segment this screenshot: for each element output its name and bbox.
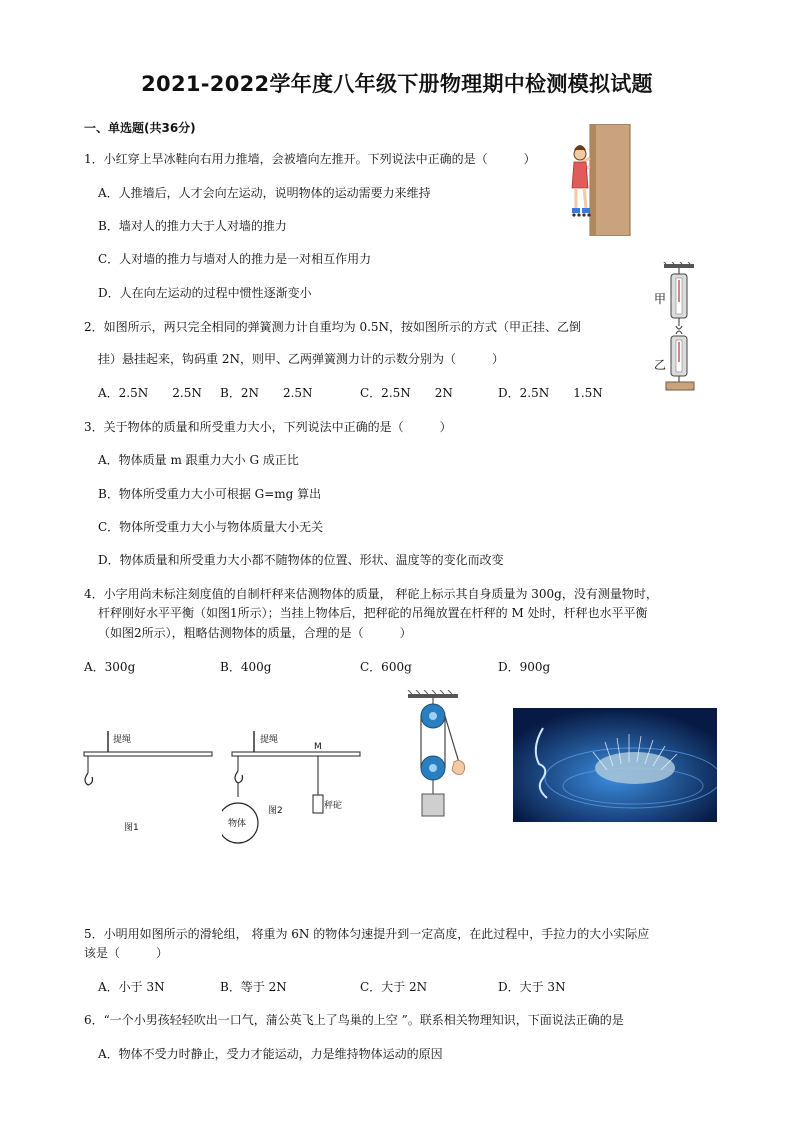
question-4-option-b: B．400g (220, 660, 272, 674)
girl-pushing-wall-figure (566, 124, 632, 236)
question-4-option-a: A．300g (84, 660, 136, 674)
question-2-stem-line1: 2．如图所示，两只完全相同的弹簧测力计自重均为 0.5N，按如图所示的方式（甲正挂、乙倒 (84, 320, 582, 334)
question-5-option-c: C．大于 2N (360, 980, 428, 994)
question-4-option-c: C．600g (360, 660, 412, 674)
page-title: 2021-2022学年度八年级下册物理期中检测模拟试题 (141, 72, 653, 96)
question-4-stem-line2: 杆秤刚好水平平衡（如图1所示）；当挂上物体后，把秤砣的吊绳放置在杆秤的 M 处时，杆秤也水平平衡 (98, 606, 648, 620)
question-6-stem: 6．“一个小男孩轻轻吹出一口气，蒲公英飞上了鸟巢的上空 ”。联系相关物理知识，下面说法正确的是 (84, 1013, 624, 1027)
scale-label-jia: 甲 (654, 292, 667, 306)
question-3-option-a: A．物体质量 m 跟重力大小 G 成正比 (98, 453, 299, 467)
question-6-option-a: A．物体不受力时静止，受力才能运动，力是维持物体运动的原因 (98, 1047, 443, 1061)
fig2-rope-label: 提绳 (260, 735, 279, 745)
question-4-option-d: D．900g (498, 660, 551, 674)
question-2-stem-line2: 挂）悬挂起来，钩码重 2N，则甲、乙两弹簧测力计的示数分别为（ ） (98, 352, 504, 366)
fig2-caption: 图2 (268, 806, 283, 816)
question-4-stem-line1: 4．小字用尚未标注刻度值的自制杆秤来估测物体的质量， 秤砣上标示其自身质量为 300g，没有测量物时， (84, 587, 658, 601)
question-3-option-b: B．物体所受重力大小可根据 G=mg 算出 (98, 487, 322, 501)
fig2-m-label: M (314, 742, 322, 752)
fig2-weight-label: 秤砣 (324, 801, 343, 811)
section-heading: 一、单选题(共36分) (84, 121, 196, 135)
question-1-stem: 1．小红穿上旱冰鞋向右用力推墙，会被墙向左推开。下列说法中正确的是（ ） (84, 152, 536, 166)
dandelion-stadium-photo (513, 708, 717, 822)
fig1-rope-label: 提绳 (113, 735, 132, 745)
pulley-system-figure (400, 690, 475, 830)
question-3-option-d: D．物体质量和所受重力大小都不随物体的位置、形状、温度等的变化而改变 (98, 553, 504, 567)
steelyard-figure-1 (76, 725, 216, 835)
question-2-option-a: A．2.5N 2.5N (98, 386, 202, 400)
question-3-option-c: C．物体所受重力大小与物体质量大小无关 (98, 520, 324, 534)
question-1-option-d: D．人在向左运动的过程中惯性逐渐变小 (98, 286, 312, 300)
question-3-stem: 3．关于物体的质量和所受重力大小，下列说法中正确的是（ ） (84, 420, 452, 434)
question-2-option-b: B．2N 2.5N (220, 386, 313, 400)
scale-label-yi: 乙 (654, 358, 667, 372)
question-2-option-c: C．2.5N 2N (360, 386, 453, 400)
question-1-option-c: C．人对墙的推力与墙对人的推力是一对相互作用力 (98, 252, 372, 266)
question-2-option-d: D．2.5N 1.5N (498, 386, 603, 400)
fig2-object-label: 物体 (228, 819, 247, 829)
question-5-option-a: A．小于 3N (98, 980, 165, 994)
question-5-stem-line2: 该是（ ） (84, 946, 169, 960)
question-5-stem-line1: 5．小明用如图所示的滑轮组， 将重为 6N 的物体匀速提升到一定高度，在此过程中，手拉力的大小实际应 (84, 927, 650, 941)
question-1-option-b: B．墙对人的推力大于人对墙的推力 (98, 219, 287, 233)
question-4-stem-line3: （如图2所示），粗略估测物体的质量，合理的是（ ） (98, 626, 412, 640)
question-1-option-a: A．人推墙后，人才会向左运动，说明物体的运动需要力来维持 (98, 186, 431, 200)
fig1-caption: 图1 (124, 823, 139, 833)
question-5-option-b: B．等于 2N (220, 980, 287, 994)
question-5-option-d: D．大于 3N (498, 980, 566, 994)
